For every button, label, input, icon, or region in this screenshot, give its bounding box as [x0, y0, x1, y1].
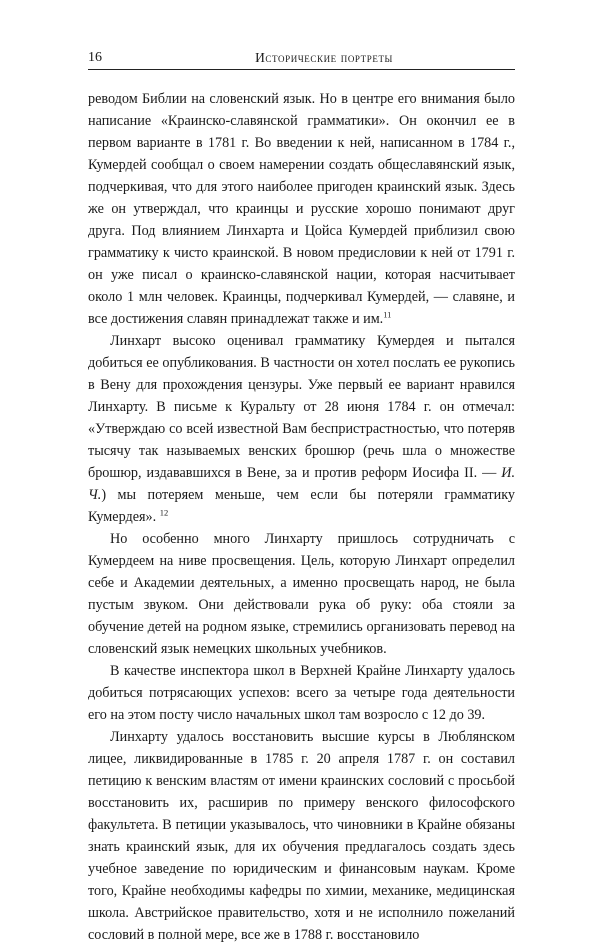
footnote-ref-12: 12: [159, 507, 169, 518]
paragraph-text: ) мы потеряем меньше, чем если бы потеряли грамматику Кумердея».: [88, 487, 515, 525]
footnote-ref-11: 11: [383, 309, 392, 320]
paragraph: Линхарту удалось восстановить высшие курсы в Люблянском лицее, ликвидированные в 1785 г. 20 апреля 1787 г. он составил петицию к венским властям от имени краинских сословий с просьбой восстановить их, расширив по примеру венского философского факультета. В петиции указывалось, что чиновники в Крайне обязаны знать краинский язык, для их обучения предлагалось создать здесь учебное заведение по юридическим и финансовым наукам. Кроме того, Крайне необходимы кафедры по химии, механике, медицинская школа. Австрийское правительство, хотя и не исполнило пожеланий сословий в полной мере, все же в 1788 г. восстановило: [88, 729, 515, 943]
running-title: Исторические портреты: [255, 50, 393, 65]
body-text: [88, 88, 515, 946]
paragraph-continued: [88, 88, 515, 330]
editor-initials: И. Ч.: [88, 465, 515, 503]
page-number: 16: [88, 50, 102, 65]
paragraph-text: Линхарт высоко оценивал грамматику Кумердея и пытался добиться ее опубликования. В частности он хотел послать ее рукопись в Вену для прохождения цензуры. Уже первый ее вариант нравился Линхарту. В письме к Куральту от 28 июня 1784 г. он отмечал: «Утверждаю со всей известной Вам беспристрастностью, что потеряв тысячу так называемых венских брошюр (речь шла о множестве брошюр, издававшихся в Вене, за и против реформ Иосифа II. —: [88, 333, 515, 481]
paragraph: Но особенно много Линхарту пришлось сотрудничать с Кумердеем на ниве просвещения. Цель, которую Линхарт определил себе и Академии деятельных, а именно просвещать народ, не была пустым звуком. Они действовали рука об руку: оба стояли за обучение детей на родном языке, стремились организовать перевод на словенский язык немецких школьных учебников.: [88, 531, 515, 657]
paragraph: [88, 330, 515, 528]
paragraph: В качестве инспектора школ в Верхней Крайне Линхарту удалось добиться потрясающих успехов: всего за четыре года деятельности его на этом посту число начальных школ там возросло с 12 до 39.: [88, 663, 515, 723]
paragraph-text: реводом Библии на словенский язык. Но в центре его внимания было написание «Краинско-славянской грамматики». Он окончил ее в первом варианте в 1781 г. Во введении к ней, написанном в 1784 г., Кумердей сообщал о своем намерении создать общеславянский язык, подчеркивая, что для этого наиболее пригоден краинский язык. Здесь же он утверждал, что краинцы и русские хорошо понимают друг друга. Под влиянием Линхарта и Цойса Кумердей приблизил свою грамматику к чисто краинской. В новом предисловии к ней от 1791 г. он уже писал о краинско-славянской нации, которая насчитывает около 1 млн человек. Краинцы, подчеркивал Кумердей, — славяне, и все достижения славян принадлежат также и им.: [88, 91, 515, 327]
running-header: [88, 49, 515, 70]
